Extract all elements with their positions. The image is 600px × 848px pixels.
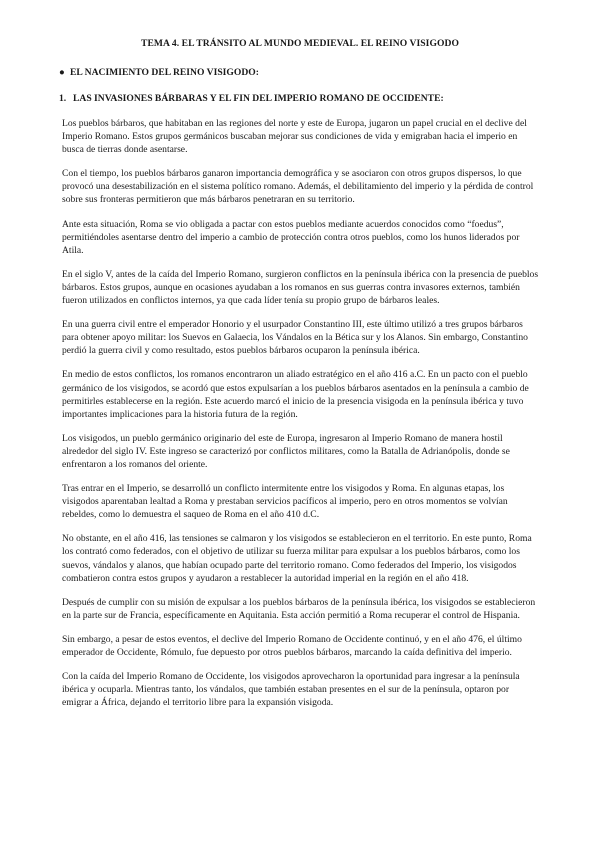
paragraph: Los pueblos bárbaros, que habitaban en las regiones del norte y este de Europa, jugaron un papel crucial en el declive del Imperio Romano. Estos grupos germánicos buscaban mejorar sus condiciones de vida y emigraban hacia el imperio en busca de tierras donde asentarse. — [62, 118, 527, 156]
paragraph: Sin embargo, a pesar de estos eventos, el declive del Imperio Romano de Occidente continuó, y en el año 476, el último emperador de Occidente, Rómulo, fue depuesto por otros pueblos bárbaros, marcando la caída definitiva del imperio. — [62, 633, 522, 658]
paragraph: Con la caída del Imperio Romano de Occidente, los visigodos aprovecharon la oportunidad para ingresar a la península ibérica y ocuparla. Mientras tanto, los vándalos, que también estaban presentes en el sur de la península, optaron por emigrar a África, dejando el territorio libre para la expansión visigoda. — [62, 671, 520, 709]
bullet-heading-text: EL NACIMIENTO DEL REINO VISIGODO: — [70, 67, 259, 78]
paragraph: Con el tiempo, los pueblos bárbaros ganaron importancia demográfica y se asociaron con otros grupos dispersos, lo que provocó una desestabilización en el sistema político romano. Además, el debilitamiento del imperio y la pérdida de control sobre sus fronteras permitieron que más bárbaros penetraran en su territorio. — [62, 168, 534, 206]
paragraph: En una guerra civil entre el emperador Honorio y el usurpador Constantino III, este último utilizó a tres grupos bárbaros para obtener apoyo militar: los Suevos en Galaecia, los Vándalos en la Bética sur y los Alanos. Sin embargo, Constantino perdió la guerra civil y como resultado, estos pueblos bárbaros ocuparon la península ibérica. — [62, 319, 528, 357]
section-heading-text: LAS INVASIONES BÁRBARAS Y EL FIN DEL IMPERIO ROMANO DE OCCIDENTE: — [73, 93, 444, 104]
bullet-icon: ● — [59, 67, 65, 78]
section-number: 1. — [59, 93, 67, 104]
paragraph: En el siglo V, antes de la caída del Imperio Romano, surgieron conflictos en la península ibérica con la presencia de pueblos bárbaros. Estos grupos, aunque en ocasiones ayudaban a los romanos en sus guerras contra invasores externos, también fueron utilizados en conflictos internos, ya que cada líder tenía su propio grupo de bárbaros leales. — [62, 268, 539, 307]
paragraph: En medio de estos conflictos, los romanos encontraron un aliado estratégico en el año 416 a.C. En un pacto con el pueblo germánico de los visigodos, se acordó que estos expulsarían a los pueblos bárbaros asentados en la península a cambio de permitirles establecerse en la región. Este acuerdo marcó el inicio de la presencia visigoda en la península ibérica y tuvo importantes implicaciones para la historia futura de la región. — [62, 369, 529, 420]
paragraph: Ante esta situación, Roma se vio obligada a pactar con estos pueblos mediante acuerdos conocidos como “foedus”, permitiéndoles asentarse dentro del imperio a cambio de protección contra otros pueblos, como los hunos liderados por Atila. — [62, 218, 520, 256]
paragraph: No obstante, en el año 416, las tensiones se calmaron y los visigodos se establecieron en el territorio. En este punto, Roma los contrató como federados, con el objetivo de utilizar su fuerza militar para expulsar a los pueblos bárbaros, como los suevos, vándalos y alanos, que habían ocupado parte del territorio romano. Como federados del Imperio, los visigodos combatieron contra estos grupos y ayudaron a restablecer la autoridad imperial en la región en el año 418. — [62, 533, 532, 584]
bullet-heading — [59, 67, 259, 78]
paragraph: Después de cumplir con su misión de expulsar a los pueblos bárbaros de la península ibérica, los visigodos se establecieron en la parte sur de Francia, específicamente en Aquitania. Esta acción permitió a Roma recuperar el control de Hispania. — [62, 596, 536, 621]
paragraph: Tras entrar en el Imperio, se desarrolló un conflicto intermitente entre los visigodos y Roma. En algunas etapas, los visigodos aparentaban lealtad a Roma y prestaban servicios pacíficos al imperio, pero en otros momentos se volvían rebeldes, como lo demuestra el saqueo de Roma en el año 410 d.C. — [62, 483, 508, 521]
document-body — [62, 117, 540, 720]
section-heading — [59, 93, 444, 104]
document-title: TEMA 4. EL TRÁNSITO AL MUNDO MEDIEVAL. EL REINO VISIGODO — [141, 38, 459, 49]
paragraph: Los visigodos, un pueblo germánico originario del este de Europa, ingresaron al Imperio Romano de manera hostil alrededor del siglo IV. Este ingreso se caracterizó por conflictos militares, como la Batalla de Adrianópolis, donde se enfrentaron a los romanos del oriente. — [62, 432, 510, 470]
